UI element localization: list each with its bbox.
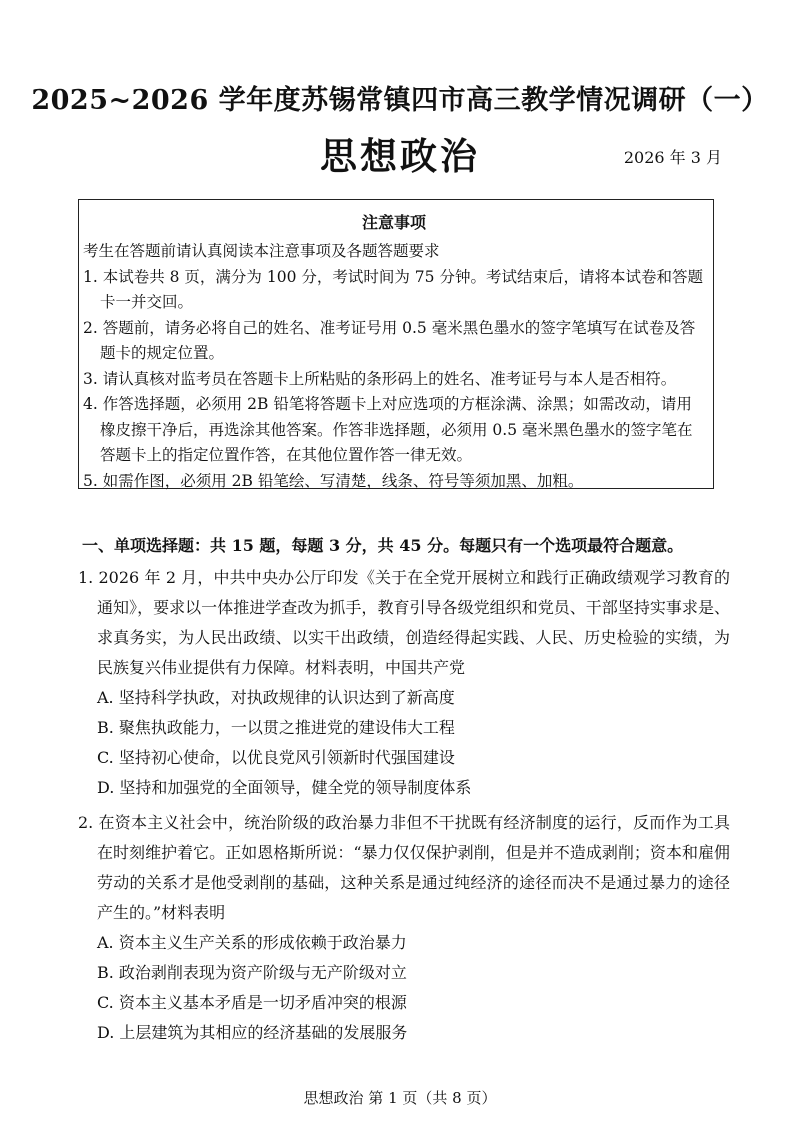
option-d: D. 坚持和加强党的全面领导，健全党的领导制度体系	[97, 778, 472, 797]
option-c: C. 坚持初心使命，以优良党风引领新时代强国建设	[97, 748, 455, 767]
notice-title: 注意事项	[361, 213, 426, 232]
option-d: D. 上层建筑为其相应的经济基础的发展服务	[97, 1023, 408, 1042]
question-1	[78, 563, 730, 803]
section-heading: 一、单项选择题：共 15 题，每题 3 分，共 45 分。每题只有一个选项最符合题意。	[82, 536, 684, 555]
option-a: A. 坚持科学执政，对执政规律的认识达到了新高度	[97, 688, 455, 707]
question-2	[78, 808, 730, 1048]
question-stem: 2. 在资本主义社会中，统治阶级的政治暴力非但不干扰既有经济制度的运行，反而作为工具在时刻维护着它。正如恩格斯所说：“暴力仅仅保护剥削，但是并不造成剥削；资本和雇佣劳动的关系才是他受剥削的基础，这种关系是通过纯经济的途径而决不是通过暴力的途径产生的。”材料表明	[78, 813, 730, 922]
option-b: B. 聚焦执政能力，一以贯之推进党的建设伟大工程	[97, 718, 455, 737]
subject-title: 思想政治	[320, 134, 480, 178]
notice-item: 1. 本试卷共 8 页，满分为 100 分，考试时间为 75 分钟。考试结束后，请将本试卷和答题卡一并交回。	[83, 267, 703, 311]
notice-item: 3. 请认真核对监考员在答题卡上所粘贴的条形码上的姓名、准考证号与本人是否相符。	[83, 369, 677, 388]
page-footer: 思想政治 第 1 页（共 8 页）	[303, 1089, 497, 1107]
notice-box	[78, 199, 714, 489]
notice-item: 4. 作答选择题，必须用 2B 铅笔将答题卡上对应选项的方框涂满、涂黑；如需改动，请用橡皮擦干净后，再选涂其他答案。作答非选择题，必须用 0.5 毫米黑色墨水的签字笔在答题卡上的指定位置作答，在其他位置作答一律无效。	[83, 395, 693, 464]
notice-item: 5. 如需作图，必须用 2B 铅笔绘、写清楚，线条、符号等须加黑、加粗。	[83, 471, 584, 490]
notice-item: 2. 答题前，请务必将自己的姓名、准考证号用 0.5 毫米黑色墨水的签字笔填写在试卷及答题卡的规定位置。	[83, 318, 696, 362]
exam-date: 2026 年 3 月	[623, 148, 722, 167]
notice-intro: 考生在答题前请认真阅读本注意事项及各题答题要求	[83, 242, 440, 260]
option-a: A. 资本主义生产关系的形成依赖于政治暴力	[97, 933, 407, 952]
option-c: C. 资本主义基本矛盾是一切矛盾冲突的根源	[97, 993, 407, 1012]
exam-title: 2025~2026 学年度苏锡常镇四市高三教学情况调研（一）	[31, 85, 769, 116]
option-b: B. 政治剥削表现为资产阶级与无产阶级对立	[97, 963, 407, 982]
question-stem: 1. 2026 年 2 月，中共中央办公厅印发《关于在全党开展树立和践行正确政绩观学习教育的通知》，要求以一体推进学查改为抓手，教育引导各级党组织和党员、干部坚持实事求是、求真务实，为人民出政绩、以实干出政绩，创造经得起实践、人民、历史检验的实绩，为民族复兴伟业提供有力保障。材料表明，中国共产党	[78, 568, 730, 677]
